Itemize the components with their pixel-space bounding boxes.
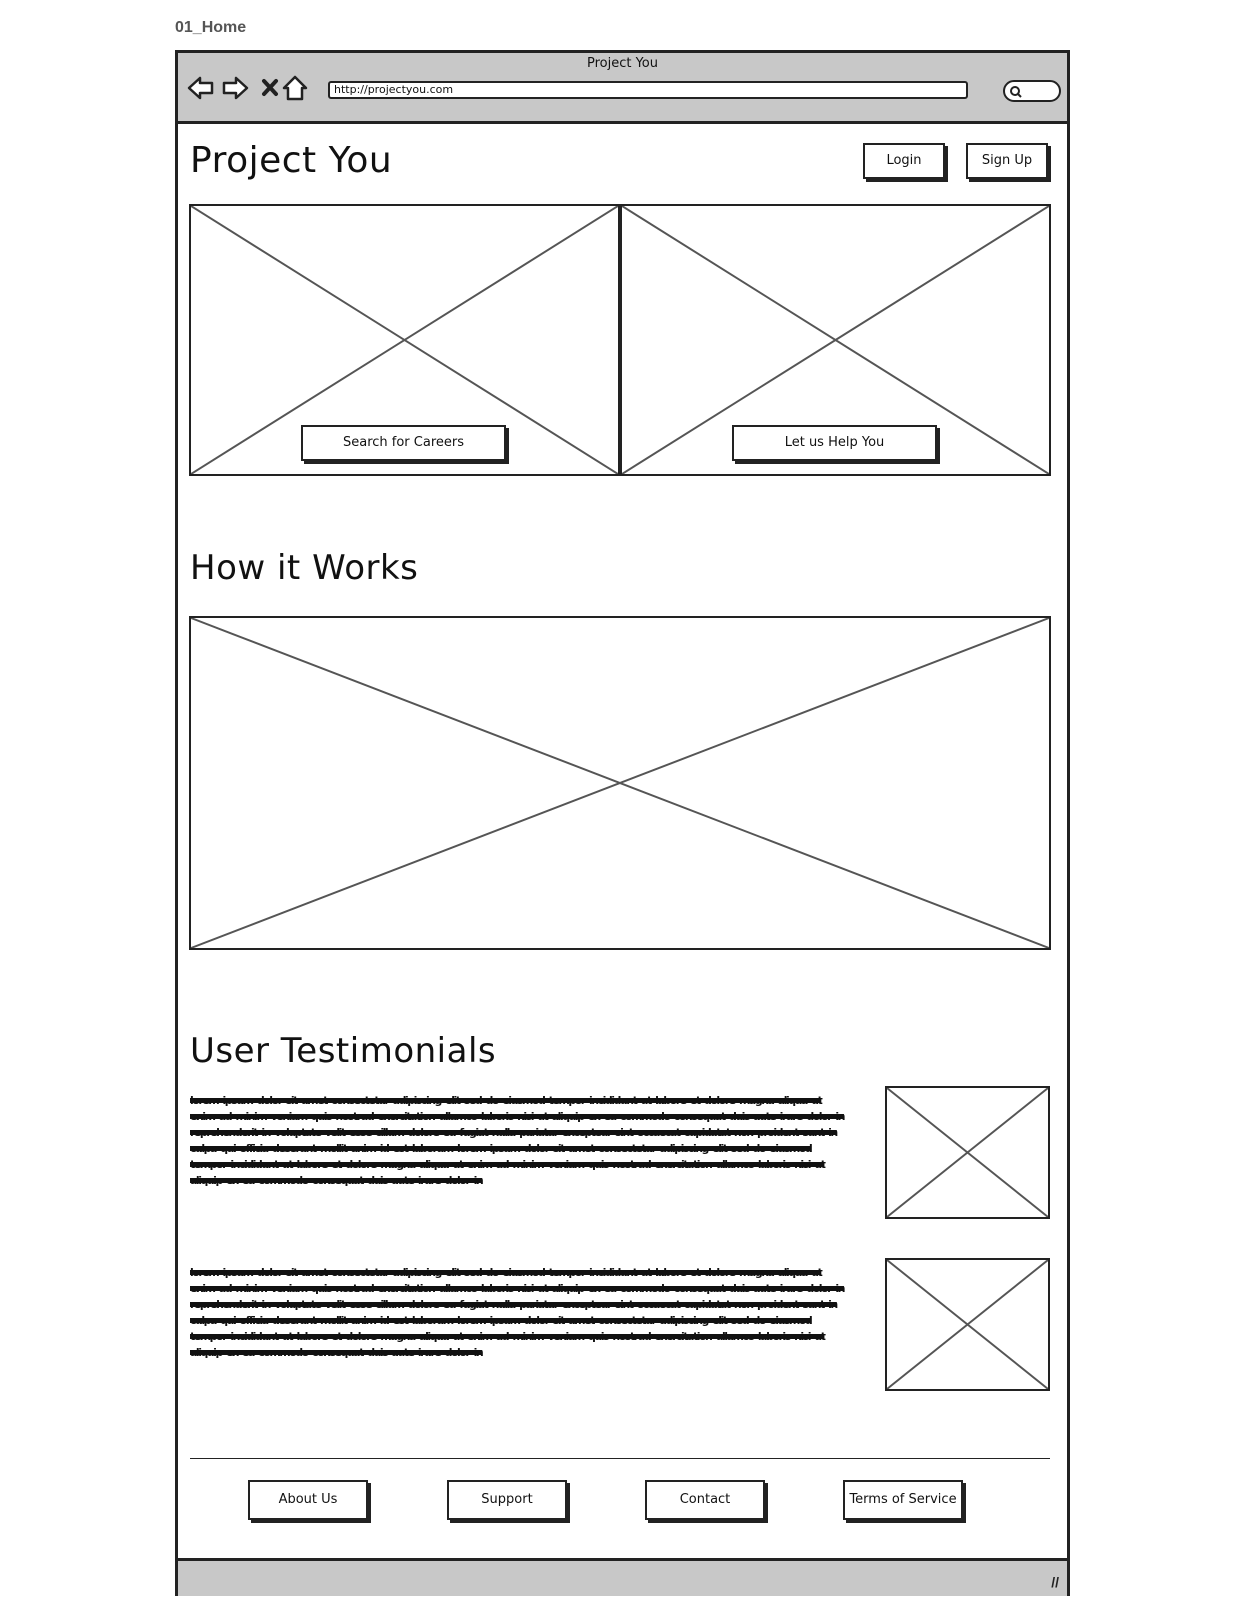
signup-button[interactable]: Sign Up [966,143,1048,179]
search-careers-button[interactable]: Search for Careers [301,425,506,461]
site-title: Project You [190,140,393,181]
image-placeholder-icon [887,1260,1048,1389]
how-it-works-title: How it Works [190,548,419,588]
forward-arrow-icon[interactable] [220,73,250,103]
back-arrow-icon[interactable] [186,73,216,103]
testimonial-avatar [885,1258,1050,1391]
browser-search-field[interactable] [1003,80,1061,102]
testimonials-title: User Testimonials [190,1031,497,1071]
how-it-works-image [189,616,1051,950]
home-icon[interactable] [280,73,310,103]
browser-status-bar [178,1558,1067,1596]
support-button[interactable]: Support [447,1480,567,1520]
help-you-button[interactable]: Let us Help You [732,425,937,461]
search-icon [1009,85,1023,99]
window-title: Project You [586,56,659,71]
testimonial-avatar [885,1086,1050,1219]
url-bar[interactable]: http://projectyou.com [328,81,968,99]
image-placeholder-icon [887,1088,1048,1217]
resize-grip-icon[interactable]: // [1051,1574,1059,1590]
page-label: 01_Home [175,19,247,36]
about-us-button[interactable]: About Us [248,1480,368,1520]
image-placeholder-icon [191,618,1049,948]
login-button[interactable]: Login [863,143,945,179]
testimonial-text: lorem ipsum dolor sit amet consectetur adipiscing elit sed do eiusmod tempor incididunt ut labore et dolore magna aliqua ut enim ad minim veniam quis nostrud exercitation ullamco laboris nisi ut aliquip ex ea commodo consequat duis aute irure dolor in reprehenderit in voluptate velit esse cillum dolore eu fugiat nulla pariatur excepteur sint occaecat cupidatat non proident sunt in culpa qui officia deserunt mollit anim id est laborum lorem ipsum dolor sit amet consectetur adipiscing elit sed do eiusmod tempor incididunt ut labore et dolore magna aliqua ut enim ad minim veniam quis nostrud exercitation ullamco laboris nisi ut aliquip ex ea commodo consequat duis aute irure dolor in [190,1266,844,1359]
testimonial-text: lorem ipsum dolor sit amet consectetur adipiscing elit sed do eiusmod tempor incididunt ut labore et dolore magna aliqua ut enim ad minim veniam quis nostrud exercitation ullamco laboris nisi ut aliquip ex ea commodo consequat duis aute irure dolor in reprehenderit in voluptate velit esse cillum dolore eu fugiat nulla pariatur excepteur sint occaecat cupidatat non proident sunt in culpa qui officia deserunt mollit anim id est laborum lorem ipsum dolor sit amet consectetur adipiscing elit sed do eiusmod tempor incididunt ut labore et dolore magna aliqua ut enim ad minim veniam quis nostrud exercitation ullamco laboris nisi ut aliquip ex ea commodo consequat duis aute irure dolor in [190,1094,844,1187]
contact-button[interactable]: Contact [645,1480,765,1520]
terms-button[interactable]: Terms of Service [843,1480,963,1520]
browser-toolbar [178,53,1067,124]
footer-divider [190,1458,1050,1459]
